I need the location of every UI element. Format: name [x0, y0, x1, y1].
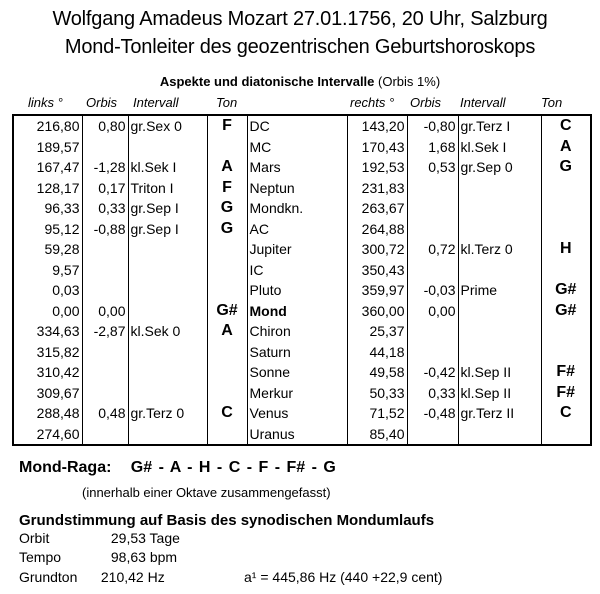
table-row	[13, 198, 591, 219]
cell-links: 189,57	[13, 137, 82, 158]
cell-ton-right	[541, 198, 591, 219]
grundton-value: 210,42 Hz	[100, 569, 165, 585]
cell-planet: Pluto	[247, 280, 347, 301]
cell-ton-left: A	[207, 321, 247, 342]
cell-rechts: 25,37	[347, 321, 407, 342]
cell-intervall-left: kl.Sek I	[128, 157, 207, 178]
cell-rechts: 85,40	[347, 424, 407, 446]
cell-orbis-right	[407, 424, 458, 446]
cell-ton-left: G	[207, 198, 247, 219]
cell-intervall-left	[128, 301, 207, 322]
cell-intervall-left: gr.Sep I	[128, 198, 207, 219]
col-header-rechts: rechts °	[350, 95, 395, 110]
table-row	[13, 137, 591, 158]
table-row	[13, 362, 591, 383]
cell-orbis-left: 0,00	[82, 301, 128, 322]
cell-links: 0,00	[13, 301, 82, 322]
cell-ton-left	[207, 362, 247, 383]
cell-orbis-left	[82, 280, 128, 301]
cell-intervall-right	[458, 198, 541, 219]
table-heading	[0, 74, 600, 89]
cell-rechts: 360,00	[347, 301, 407, 322]
cell-planet: DC	[247, 115, 347, 137]
cell-intervall-right	[458, 321, 541, 342]
cell-links: 9,57	[13, 260, 82, 281]
table-row	[13, 260, 591, 281]
table-row	[13, 301, 591, 322]
cell-planet: Saturn	[247, 342, 347, 363]
col-header-intervall-left: Intervall	[133, 95, 179, 110]
cell-links: 274,60	[13, 424, 82, 446]
cell-orbis-right	[407, 342, 458, 363]
cell-intervall-left	[128, 424, 207, 446]
cell-intervall-right	[458, 342, 541, 363]
table-row	[13, 219, 591, 240]
cell-links: 288,48	[13, 403, 82, 424]
cell-links: 167,47	[13, 157, 82, 178]
cell-orbis-left	[82, 383, 128, 404]
cell-orbis-left: 0,80	[82, 115, 128, 137]
cell-orbis-right	[407, 260, 458, 281]
col-header-links: links °	[28, 95, 63, 110]
cell-ton-right: F#	[541, 383, 591, 404]
table-heading-text: Aspekte und diatonische Intervalle	[159, 74, 375, 89]
col-header-ton-left: Ton	[216, 95, 238, 110]
tempo-row	[19, 549, 177, 565]
cell-planet: Sonne	[247, 362, 347, 383]
cell-ton-right	[541, 219, 591, 240]
cell-rechts: 359,97	[347, 280, 407, 301]
cell-orbis-left	[82, 424, 128, 446]
cell-orbis-left: -1,28	[82, 157, 128, 178]
cell-links: 95,12	[13, 219, 82, 240]
cell-orbis-right: 1,68	[407, 137, 458, 158]
cell-intervall-right: Prime	[458, 280, 541, 301]
cell-intervall-right	[458, 301, 541, 322]
cell-ton-right	[541, 178, 591, 199]
cell-ton-left	[207, 260, 247, 281]
grundton-label: Grundton	[19, 569, 78, 585]
mond-raga-label: Mond-Raga:	[19, 459, 112, 476]
cell-orbis-right	[407, 321, 458, 342]
cell-orbis-left	[82, 239, 128, 260]
cell-intervall-left: gr.Terz 0	[128, 403, 207, 424]
col-header-orbis-right: Orbis	[410, 95, 442, 110]
table-row	[13, 280, 591, 301]
cell-intervall-right: kl.Terz 0	[458, 239, 541, 260]
cell-ton-left	[207, 137, 247, 158]
cell-ton-left: F	[207, 178, 247, 199]
cell-links: 59,28	[13, 239, 82, 260]
table-row	[13, 321, 591, 342]
cell-rechts: 71,52	[347, 403, 407, 424]
cell-rechts: 49,58	[347, 362, 407, 383]
cell-rechts: 263,67	[347, 198, 407, 219]
mond-raga-value: G# - A - H - C - F - F# - G	[130, 459, 336, 476]
cell-planet: AC	[247, 219, 347, 240]
cell-links: 315,82	[13, 342, 82, 363]
cell-intervall-right	[458, 260, 541, 281]
cell-orbis-left: -2,87	[82, 321, 128, 342]
cell-intervall-left	[128, 239, 207, 260]
cell-ton-left	[207, 280, 247, 301]
cell-ton-left: C	[207, 403, 247, 424]
orbit-label: Orbit	[19, 530, 50, 546]
cell-ton-left	[207, 342, 247, 363]
tempo-label: Tempo	[19, 549, 62, 565]
cell-links: 0,03	[13, 280, 82, 301]
cell-planet: Chiron	[247, 321, 347, 342]
cell-orbis-right: 0,33	[407, 383, 458, 404]
cell-rechts: 264,88	[347, 219, 407, 240]
table-row	[13, 403, 591, 424]
table-heading-note: (Orbis 1%)	[378, 74, 441, 89]
grundstimmung-title: Grundstimmung auf Basis des synodischen Mondumlaufs	[19, 512, 435, 529]
cell-intervall-left	[128, 260, 207, 281]
cell-intervall-left: gr.Sep I	[128, 219, 207, 240]
orbit-value: 29,53 Tage	[110, 530, 180, 546]
cell-orbis-right: -0,42	[407, 362, 458, 383]
cell-orbis-right	[407, 198, 458, 219]
cell-ton-left: A	[207, 157, 247, 178]
cell-ton-right	[541, 342, 591, 363]
cell-rechts: 350,43	[347, 260, 407, 281]
cell-orbis-left	[82, 137, 128, 158]
cell-rechts: 143,20	[347, 115, 407, 137]
table-row	[13, 157, 591, 178]
table-row	[13, 383, 591, 404]
cell-links: 216,80	[13, 115, 82, 137]
cell-intervall-right	[458, 424, 541, 446]
cell-orbis-right: -0,03	[407, 280, 458, 301]
orbit-row	[19, 530, 180, 546]
grundton-row	[19, 569, 165, 585]
cell-ton-right	[541, 424, 591, 446]
cell-ton-right: H	[541, 239, 591, 260]
mond-raga	[19, 459, 336, 477]
cell-links: 334,63	[13, 321, 82, 342]
title-line-2: Mond-Tonleiter des geozentrischen Geburtshoroskops	[64, 36, 536, 58]
cell-ton-right	[541, 321, 591, 342]
title-line-1: Wolfgang Amadeus Mozart 27.01.1756, 20 Uhr, Salzburg	[52, 8, 548, 30]
col-header-orbis-left: Orbis	[86, 95, 118, 110]
cell-intervall-left	[128, 342, 207, 363]
cell-ton-left	[207, 383, 247, 404]
cell-ton-right: G#	[541, 301, 591, 322]
cell-planet: Merkur	[247, 383, 347, 404]
cell-planet: Mondkn.	[247, 198, 347, 219]
cell-intervall-right: gr.Sep 0	[458, 157, 541, 178]
table-row	[13, 178, 591, 199]
cell-orbis-left: 0,33	[82, 198, 128, 219]
cell-orbis-left	[82, 260, 128, 281]
cell-intervall-left	[128, 383, 207, 404]
cell-planet: Neptun	[247, 178, 347, 199]
cell-rechts: 231,83	[347, 178, 407, 199]
cell-intervall-left	[128, 362, 207, 383]
cell-planet: IC	[247, 260, 347, 281]
cell-intervall-right: gr.Terz II	[458, 403, 541, 424]
cell-orbis-right: 0,72	[407, 239, 458, 260]
tempo-value: 98,63 bpm	[110, 549, 178, 565]
cell-ton-left: G#	[207, 301, 247, 322]
cell-intervall-right: kl.Sek I	[458, 137, 541, 158]
mond-raga-note: (innerhalb einer Oktave zusammengefasst)	[82, 485, 331, 500]
cell-ton-right: C	[541, 403, 591, 424]
cell-rechts: 44,18	[347, 342, 407, 363]
cell-orbis-right: 0,00	[407, 301, 458, 322]
cell-intervall-right: kl.Sep II	[458, 383, 541, 404]
cell-intervall-right: kl.Sep II	[458, 362, 541, 383]
cell-orbis-left: 0,48	[82, 403, 128, 424]
cell-ton-left: F	[207, 115, 247, 137]
cell-ton-right: A	[541, 137, 591, 158]
cell-intervall-right: gr.Terz I	[458, 115, 541, 137]
table-row	[13, 342, 591, 363]
aspect-table	[12, 114, 592, 446]
cell-ton-right: C	[541, 115, 591, 137]
cell-intervall-left: Triton I	[128, 178, 207, 199]
cell-orbis-right: 0,53	[407, 157, 458, 178]
table-row	[13, 239, 591, 260]
a1-frequency: a¹ = 445,86 Hz (440 +22,9 cent)	[244, 569, 443, 585]
cell-intervall-left	[128, 137, 207, 158]
cell-orbis-right	[407, 178, 458, 199]
cell-rechts: 50,33	[347, 383, 407, 404]
cell-ton-right: F#	[541, 362, 591, 383]
cell-planet: Venus	[247, 403, 347, 424]
cell-orbis-left	[82, 362, 128, 383]
cell-ton-left: G	[207, 219, 247, 240]
cell-links: 128,17	[13, 178, 82, 199]
cell-ton-left	[207, 424, 247, 446]
cell-orbis-right: -0,80	[407, 115, 458, 137]
cell-ton-right: G#	[541, 280, 591, 301]
cell-links: 310,42	[13, 362, 82, 383]
table-row	[13, 115, 591, 137]
cell-links: 309,67	[13, 383, 82, 404]
cell-links: 96,33	[13, 198, 82, 219]
cell-planet: Mars	[247, 157, 347, 178]
cell-intervall-right	[458, 178, 541, 199]
cell-ton-right	[541, 260, 591, 281]
col-header-intervall-right: Intervall	[460, 95, 506, 110]
cell-ton-left	[207, 239, 247, 260]
cell-intervall-right	[458, 219, 541, 240]
cell-rechts: 192,53	[347, 157, 407, 178]
cell-rechts: 170,43	[347, 137, 407, 158]
cell-intervall-left	[128, 280, 207, 301]
cell-rechts: 300,72	[347, 239, 407, 260]
cell-planet: MC	[247, 137, 347, 158]
cell-planet: Jupiter	[247, 239, 347, 260]
cell-orbis-left: 0,17	[82, 178, 128, 199]
table-row	[13, 424, 591, 446]
cell-orbis-right: -0,48	[407, 403, 458, 424]
cell-orbis-left: -0,88	[82, 219, 128, 240]
cell-intervall-left: gr.Sex 0	[128, 115, 207, 137]
cell-orbis-left	[82, 342, 128, 363]
col-header-ton-right: Ton	[541, 95, 563, 110]
cell-planet: Uranus	[247, 424, 347, 446]
cell-planet: Mond	[247, 301, 347, 322]
cell-intervall-left: kl.Sek 0	[128, 321, 207, 342]
cell-orbis-right	[407, 219, 458, 240]
cell-ton-right: G	[541, 157, 591, 178]
